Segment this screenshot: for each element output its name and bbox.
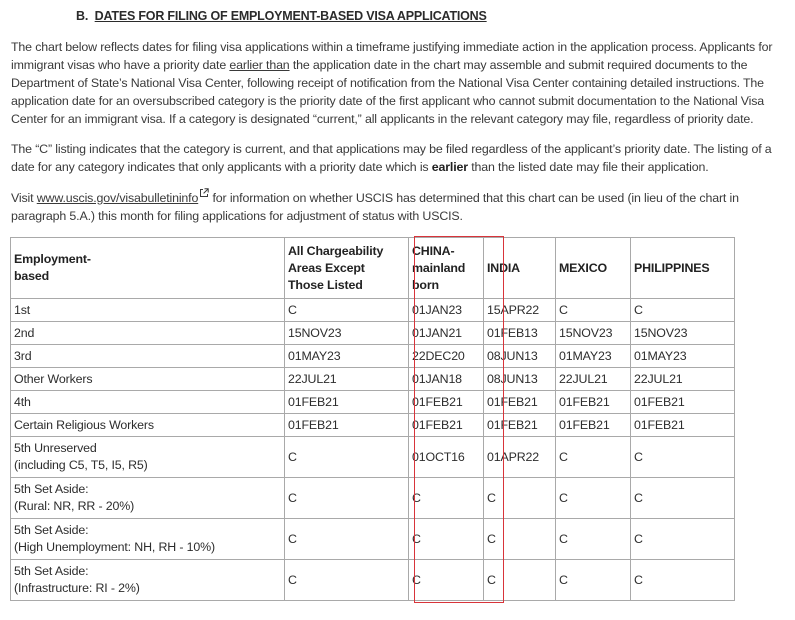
cell-china: C (409, 478, 484, 519)
cell-philippines: 15NOV23 (631, 322, 735, 345)
header-india: INDIA (484, 238, 556, 299)
header-china: CHINA- mainland born (409, 238, 484, 299)
current-text-2: than the listed date may file their application. (467, 160, 709, 174)
cell-mexico: 01FEB21 (556, 391, 631, 414)
cell-china: 01JAN18 (409, 368, 484, 391)
cell-india: 08JUN13 (484, 345, 556, 368)
row-label: 4th (11, 391, 285, 414)
table-row (11, 299, 735, 322)
current-listing-paragraph (11, 140, 781, 176)
cell-mexico: 01MAY23 (556, 345, 631, 368)
table-row (11, 345, 735, 368)
row-label: 5th Unreserved (including C5, T5, I5, R5) (11, 437, 285, 478)
cell-india: 08JUN13 (484, 368, 556, 391)
intro-text-2: the application date in the chart may assemble and submit required documents to the Department of State’s National Visa Center, following receipt of notification from the National Visa Center containing detailed instructions. The application date for an oversubscribed category is the priority date of the first applicant who cannot submit documentation to the National Visa Center for an immigrant visa. If a category is designated “current,” all applicants in the relevant category may file, regardless of priority date. (11, 58, 765, 126)
row-label: 5th Set Aside: (Infrastructure: RI - 2%) (11, 560, 285, 601)
uscis-suffix: for information on whether USCIS has determined that this chart can be used (in lieu of the chart in paragraph 5.A.) this month for filing applications for adjustment of status with USCIS. (11, 191, 739, 223)
cell-all-chargeability: 22JUL21 (285, 368, 409, 391)
external-link-icon[interactable] (199, 188, 209, 198)
cell-india: 15APR22 (484, 299, 556, 322)
cell-all-chargeability: C (285, 299, 409, 322)
cell-india: 01FEB13 (484, 322, 556, 345)
cell-india: 01APR22 (484, 437, 556, 478)
cell-mexico: C (556, 478, 631, 519)
header-all-chargeability: All Chargeability Areas Except Those Listed (285, 238, 409, 299)
cell-india: 01FEB21 (484, 391, 556, 414)
current-bold-text: earlier (431, 160, 468, 174)
cell-mexico: 22JUL21 (556, 368, 631, 391)
cell-all-chargeability: 01FEB21 (285, 391, 409, 414)
table-row (11, 560, 735, 601)
current-text-1: The “C” listing indicates that the category is current, and that applications may be filed regardless of the applicant’s priority date. The listing of a date for any category indicates that only applicants with a priority date which is (11, 142, 772, 174)
table-row (11, 437, 735, 478)
filing-dates-table (10, 237, 735, 601)
cell-mexico: C (556, 560, 631, 601)
cell-all-chargeability: 15NOV23 (285, 322, 409, 345)
intro-text-1: The chart below reflects dates for filing visa applications within a timeframe justifying immediate action in the application process. Applicants for immigrant visas who have a priority date (11, 40, 773, 72)
row-label: 5th Set Aside: (High Unemployment: NH, RH - 10%) (11, 519, 285, 560)
cell-philippines: C (631, 519, 735, 560)
table-row (11, 478, 735, 519)
header-mexico: MEXICO (556, 238, 631, 299)
cell-philippines: C (631, 299, 735, 322)
cell-china: 01OCT16 (409, 437, 484, 478)
cell-mexico: C (556, 437, 631, 478)
intro-paragraph (11, 38, 781, 128)
table-row (11, 322, 735, 345)
intro-underlined-text: earlier than (229, 58, 290, 72)
cell-mexico: C (556, 299, 631, 322)
row-label: 2nd (11, 322, 285, 345)
cell-mexico: C (556, 519, 631, 560)
cell-all-chargeability: 01FEB21 (285, 414, 409, 437)
cell-all-chargeability: C (285, 519, 409, 560)
cell-china: 01FEB21 (409, 391, 484, 414)
section-heading (76, 9, 487, 23)
cell-all-chargeability: C (285, 437, 409, 478)
cell-china: 01JAN21 (409, 322, 484, 345)
header-philippines: PHILIPPINES (631, 238, 735, 299)
cell-mexico: 15NOV23 (556, 322, 631, 345)
table-header-row (11, 238, 735, 299)
section-letter: B. (76, 9, 89, 23)
cell-all-chargeability: C (285, 560, 409, 601)
row-label: Other Workers (11, 368, 285, 391)
cell-philippines: C (631, 478, 735, 519)
cell-philippines: C (631, 560, 735, 601)
table-row (11, 414, 735, 437)
table-row (11, 391, 735, 414)
cell-china: 01FEB21 (409, 414, 484, 437)
cell-china: 22DEC20 (409, 345, 484, 368)
row-label: 1st (11, 299, 285, 322)
cell-china: 01JAN23 (409, 299, 484, 322)
row-label: 5th Set Aside: (Rural: NR, RR - 20%) (11, 478, 285, 519)
uscis-prefix: Visit (11, 191, 37, 205)
cell-india: C (484, 478, 556, 519)
cell-mexico: 01FEB21 (556, 414, 631, 437)
cell-philippines: 22JUL21 (631, 368, 735, 391)
cell-philippines: 01FEB21 (631, 391, 735, 414)
table-row (11, 519, 735, 560)
cell-india: 01FEB21 (484, 414, 556, 437)
row-label: 3rd (11, 345, 285, 368)
cell-all-chargeability: C (285, 478, 409, 519)
uscis-link[interactable]: www.uscis.gov/visabulletininfo (36, 191, 199, 205)
cell-china: C (409, 519, 484, 560)
section-title: DATES FOR FILING OF EMPLOYMENT-BASED VISA APPLICATIONS (94, 9, 487, 23)
uscis-paragraph (11, 188, 781, 225)
cell-philippines: 01FEB21 (631, 414, 735, 437)
header-employment-based: Employment- based (11, 238, 285, 299)
cell-philippines: 01MAY23 (631, 345, 735, 368)
table-row (11, 368, 735, 391)
row-label: Certain Religious Workers (11, 414, 285, 437)
cell-all-chargeability: 01MAY23 (285, 345, 409, 368)
cell-china: C (409, 560, 484, 601)
cell-india: C (484, 519, 556, 560)
cell-india: C (484, 560, 556, 601)
cell-philippines: C (631, 437, 735, 478)
